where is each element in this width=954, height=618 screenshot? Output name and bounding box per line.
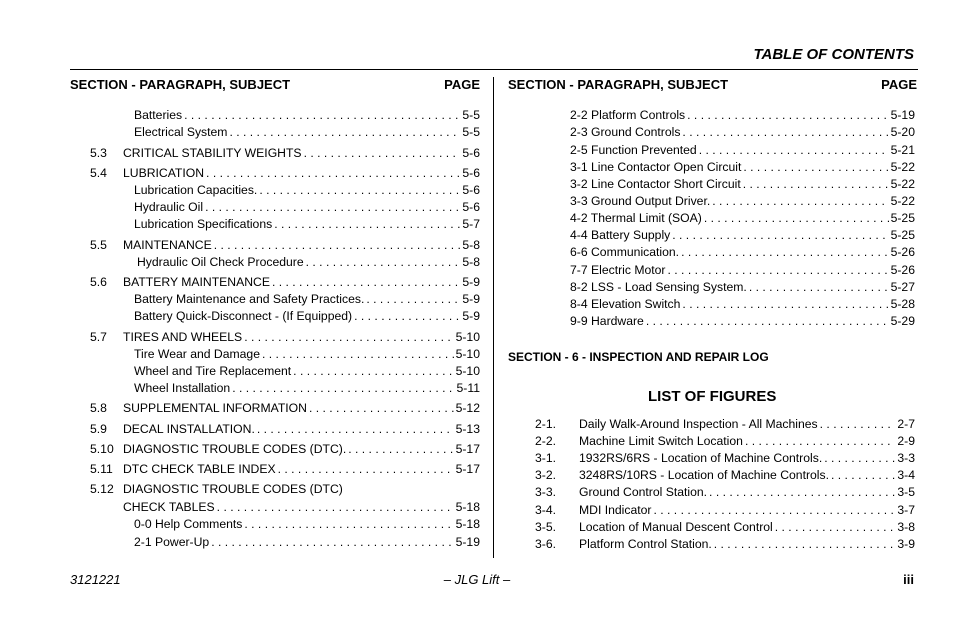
leader-dots: [668, 263, 889, 277]
leader-dots: [214, 238, 461, 252]
entry-title: Lubrication Capacities.: [134, 183, 258, 197]
entry-title: 4-4 Battery Supply: [570, 228, 671, 242]
entry-page: 3-5: [897, 485, 915, 499]
right-column-heading: SECTION - PARAGRAPH, SUBJECT: [508, 77, 729, 92]
leader-dots: [682, 297, 888, 311]
toc-entry[interactable]: [134, 183, 480, 197]
leader-dots: [672, 228, 888, 242]
entry-page: 5-18: [455, 517, 480, 531]
toc-entry[interactable]: [90, 482, 480, 496]
entry-page: 5-11: [456, 381, 480, 395]
entry-title: 3-2 Line Contactor Short Circuit: [570, 177, 741, 191]
entry-page: 5-9: [462, 292, 480, 306]
toc-entry[interactable]: [535, 537, 915, 551]
toc-entry[interactable]: [134, 125, 480, 139]
entry-title: Machine Limit Switch Location: [579, 434, 743, 448]
left-page-label: PAGE: [444, 77, 480, 92]
entry-title: CRITICAL STABILITY WEIGHTS: [123, 146, 302, 160]
leader-dots: [354, 309, 460, 323]
entry-number: 3-1.: [535, 451, 557, 465]
entry-page: 5-22: [890, 160, 915, 174]
entry-page: 5-5: [462, 125, 480, 139]
leader-dots: [831, 468, 895, 482]
toc-entry[interactable]: [90, 462, 480, 476]
header-rule: [70, 69, 918, 70]
left-column-heading: SECTION - PARAGRAPH, SUBJECT: [70, 77, 291, 92]
entry-title: SUPPLEMENTAL INFORMATION: [123, 401, 307, 415]
entry-page: 5-26: [890, 263, 915, 277]
leader-dots: [743, 160, 888, 174]
entry-number: 3-6.: [535, 537, 557, 551]
entry-page: 2-7: [897, 417, 915, 431]
entry-title: DIAGNOSTIC TROUBLE CODES (DTC).: [123, 442, 347, 456]
toc-entry[interactable]: [90, 146, 480, 160]
toc-entry[interactable]: [570, 297, 915, 311]
entry-title: 8-2 LSS - Load Sensing System.: [570, 280, 747, 294]
toc-entry[interactable]: [570, 280, 915, 294]
toc-entry[interactable]: [90, 238, 480, 252]
toc-entry[interactable]: [535, 520, 915, 534]
entry-title: 0-0 Help Comments: [134, 517, 243, 531]
entry-title: DECAL INSTALLATION.: [123, 422, 255, 436]
entry-page: 5-21: [890, 143, 915, 157]
entry-page: 5-20: [890, 125, 915, 139]
entry-page: 5-10: [455, 330, 480, 344]
right-column-header: [508, 77, 917, 92]
entry-page: 5-12: [455, 401, 480, 415]
toc-entry[interactable]: [535, 468, 915, 482]
entry-page: 5-8: [462, 255, 480, 269]
toc-entry[interactable]: [134, 217, 480, 231]
toc-entry[interactable]: [90, 422, 480, 436]
entry-title: LUBRICATION: [123, 166, 205, 180]
toc-entry[interactable]: [134, 347, 480, 361]
leader-dots: [348, 442, 453, 456]
column-divider: [493, 77, 494, 558]
entry-page: 5-22: [890, 177, 915, 191]
leader-dots: [293, 364, 453, 378]
leader-dots: [712, 194, 888, 208]
entry-title: 3248RS/10RS - Location of Machine Controls.: [579, 468, 829, 482]
leader-dots: [714, 537, 896, 551]
entry-page: 5-10: [455, 364, 480, 378]
entry-page: 5-6: [462, 200, 480, 214]
entry-page: 5-25: [890, 211, 915, 225]
entry-page: 5-9: [462, 275, 480, 289]
leader-dots: [681, 245, 889, 259]
leader-dots: [272, 275, 460, 289]
entry-page: 5-6: [462, 166, 480, 180]
toc-entry[interactable]: [90, 166, 480, 180]
entry-number: 3-5.: [535, 520, 557, 534]
entry-title: 3-1 Line Contactor Open Circuit: [570, 160, 742, 174]
leader-dots: [709, 485, 895, 499]
toc-entry[interactable]: [570, 143, 915, 157]
entry-page: 5-17: [455, 462, 480, 476]
entry-number: 5.6: [90, 275, 107, 289]
leader-dots: [775, 520, 896, 534]
entry-page: 5-17: [455, 442, 480, 456]
entry-page: 5-26: [890, 245, 915, 259]
leader-dots: [274, 217, 460, 231]
toc-entry[interactable]: [123, 500, 480, 514]
entry-number: 2-2.: [535, 434, 557, 448]
toc-entry[interactable]: [535, 451, 915, 465]
toc-entry[interactable]: [570, 125, 915, 139]
toc-entry[interactable]: [90, 330, 480, 344]
entry-number: 3-4.: [535, 503, 557, 517]
leader-dots: [206, 166, 460, 180]
entry-page: 5-7: [462, 217, 480, 231]
toc-entry[interactable]: [570, 228, 915, 242]
toc-entry[interactable]: [535, 417, 915, 431]
toc-entry[interactable]: [570, 263, 915, 277]
leader-dots: [211, 535, 453, 549]
toc-entry[interactable]: [570, 245, 915, 259]
toc-entry[interactable]: [134, 517, 480, 531]
leader-dots: [309, 401, 454, 415]
entry-title: 4-2 Thermal Limit (SOA): [570, 211, 702, 225]
entry-title: DTC CHECK TABLE INDEX: [123, 462, 276, 476]
toc-entry[interactable]: [134, 200, 480, 214]
leader-dots: [682, 125, 888, 139]
toc-entry[interactable]: [570, 211, 915, 225]
page-header-title: TABLE OF CONTENTS: [753, 46, 914, 63]
leader-dots: [366, 292, 460, 306]
toc-entry[interactable]: [134, 292, 480, 306]
toc-entry[interactable]: [90, 401, 480, 415]
entry-page: 5-28: [890, 297, 915, 311]
leader-dots: [262, 347, 454, 361]
entry-page: 5-8: [462, 238, 480, 252]
toc-entry[interactable]: [134, 535, 480, 549]
entry-title: Battery Maintenance and Safety Practices.: [134, 292, 365, 306]
entry-page: 3-7: [897, 503, 915, 517]
leader-dots: [217, 500, 454, 514]
list-of-figures-title: LIST OF FIGURES: [648, 388, 777, 405]
leader-dots: [699, 143, 889, 157]
section-6-heading[interactable]: SECTION - 6 - INSPECTION AND REPAIR LOG: [508, 350, 769, 364]
entry-title: Daily Walk-Around Inspection - All Machines: [579, 417, 818, 431]
entry-page: 5-10: [455, 347, 480, 361]
entry-number: 5.8: [90, 401, 107, 415]
entry-title: 3-3 Ground Output Driver.: [570, 194, 711, 208]
entry-title: 8-4 Elevation Switch: [570, 297, 681, 311]
entry-title: MAINTENANCE: [123, 238, 212, 252]
toc-entry[interactable]: [90, 275, 480, 289]
entry-page: 5-27: [890, 280, 915, 294]
leader-dots: [745, 434, 895, 448]
entry-page: 5-6: [462, 146, 480, 160]
leader-dots: [646, 314, 889, 328]
entry-title: 6-6 Communication.: [570, 245, 680, 259]
entry-title: DIAGNOSTIC TROUBLE CODES (DTC): [123, 482, 343, 496]
leader-dots: [306, 255, 461, 269]
entry-title: Lubrication Specifications: [134, 217, 273, 231]
toc-entry[interactable]: [134, 364, 480, 378]
leader-dots: [687, 108, 888, 122]
entry-number: 2-1.: [535, 417, 557, 431]
entry-title: Tire Wear and Damage: [134, 347, 260, 361]
toc-entry[interactable]: [137, 255, 480, 269]
entry-page: 5-19: [890, 108, 915, 122]
entry-page: 5-22: [890, 194, 915, 208]
toc-entry[interactable]: [535, 485, 915, 499]
leader-dots: [749, 280, 889, 294]
toc-entry[interactable]: [134, 108, 480, 122]
leader-dots: [205, 200, 460, 214]
toc-entry[interactable]: [570, 160, 915, 174]
entry-title: 2-3 Ground Controls: [570, 125, 681, 139]
entry-title: Electrical System: [134, 125, 228, 139]
entry-title: Hydraulic Oil Check Procedure: [137, 255, 304, 269]
entry-page: 5-25: [890, 228, 915, 242]
page-number: iii: [903, 572, 914, 587]
entry-page: 2-9: [897, 434, 915, 448]
toc-entry[interactable]: [535, 434, 915, 448]
entry-page: 3-9: [897, 537, 915, 551]
toc-entry[interactable]: [570, 314, 915, 328]
entry-number: 5.10: [90, 442, 114, 456]
leader-dots: [259, 183, 460, 197]
entry-number: 5.12: [90, 482, 114, 496]
entry-page: 5-6: [462, 183, 480, 197]
entry-title: Ground Control Station.: [579, 485, 708, 499]
leader-dots: [184, 108, 460, 122]
entry-number: 5.11: [90, 462, 113, 476]
entry-title: 2-2 Platform Controls: [570, 108, 686, 122]
entry-title: MDI Indicator: [579, 503, 652, 517]
entry-page: 3-8: [897, 520, 915, 534]
entry-number: 5.3: [90, 146, 107, 160]
entry-title: Wheel and Tire Replacement: [134, 364, 292, 378]
entry-number: 3-3.: [535, 485, 557, 499]
toc-entry[interactable]: [570, 108, 915, 122]
leader-dots: [244, 330, 453, 344]
right-page-label: PAGE: [881, 77, 917, 92]
leader-dots: [824, 451, 895, 465]
entry-title: Batteries: [134, 108, 183, 122]
toc-entry[interactable]: [570, 177, 915, 191]
leader-dots: [229, 125, 460, 139]
entry-title: Wheel Installation: [134, 381, 231, 395]
entry-number: 3-2.: [535, 468, 557, 482]
entry-page: 5-19: [455, 535, 480, 549]
toc-entry[interactable]: [570, 194, 915, 208]
entry-title: Battery Quick-Disconnect - (If Equipped): [134, 309, 353, 323]
leader-dots: [257, 422, 454, 436]
leader-dots: [653, 503, 895, 517]
toc-entry[interactable]: [535, 503, 915, 517]
toc-entry[interactable]: [90, 442, 480, 456]
entry-title: CHECK TABLES: [123, 500, 215, 514]
entry-title: BATTERY MAINTENANCE: [123, 275, 270, 289]
leader-dots: [704, 211, 889, 225]
entry-number: 5.7: [90, 330, 107, 344]
entry-number: 5.5: [90, 238, 107, 252]
entry-title: TIRES AND WHEELS: [123, 330, 243, 344]
toc-entry[interactable]: [134, 309, 480, 323]
toc-entry[interactable]: [134, 381, 480, 395]
entry-number: 5.4: [90, 166, 107, 180]
entry-title: Platform Control Station.: [579, 537, 712, 551]
entry-title: Hydraulic Oil: [134, 200, 204, 214]
entry-page: 3-4: [897, 468, 915, 482]
entry-page: 5-9: [462, 309, 480, 323]
entry-title: 1932RS/6RS - Location of Machine Controls.: [579, 451, 823, 465]
left-column-header: [70, 77, 480, 92]
leader-dots: [820, 417, 896, 431]
leader-dots: [244, 517, 453, 531]
entry-page: 3-3: [897, 451, 915, 465]
leader-dots: [743, 177, 889, 191]
entry-title: Location of Manual Descent Control: [579, 520, 773, 534]
leader-dots: [232, 381, 454, 395]
entry-number: 5.9: [90, 422, 107, 436]
entry-title: 2-1 Power-Up: [134, 535, 210, 549]
entry-page: 5-13: [455, 422, 480, 436]
footer-center-text: – JLG Lift –: [443, 572, 511, 587]
entry-title: 9-9 Hardware: [570, 314, 644, 328]
document-number: 3121221: [70, 572, 121, 587]
entry-title: 2-5 Function Prevented: [570, 143, 697, 157]
entry-page: 5-18: [455, 500, 480, 514]
entry-title: 7-7 Electric Motor: [570, 263, 666, 277]
entry-page: 5-5: [462, 108, 480, 122]
leader-dots: [278, 462, 454, 476]
leader-dots: [304, 146, 461, 160]
entry-page: 5-29: [890, 314, 915, 328]
